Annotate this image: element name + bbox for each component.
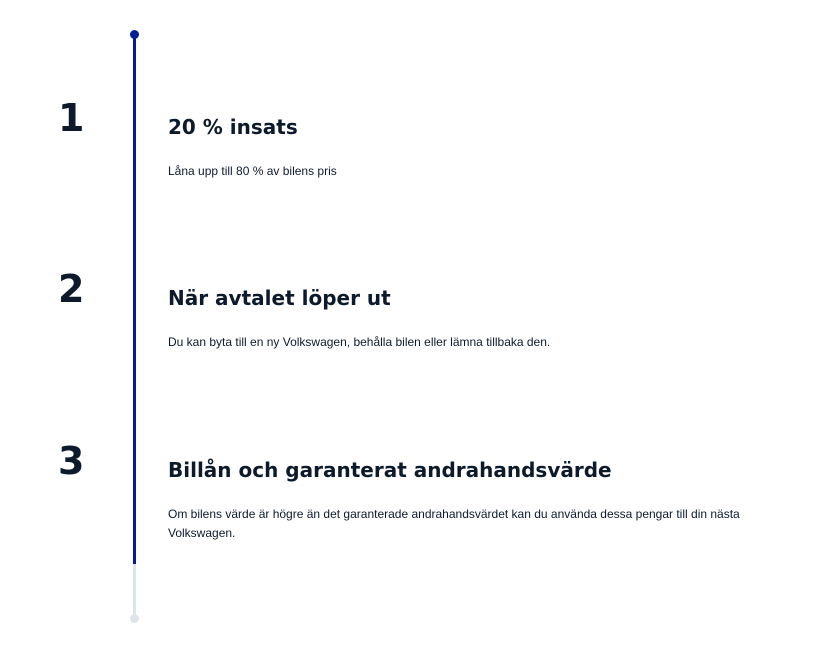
step-number: 3: [58, 439, 85, 483]
timeline-start-dot: [130, 30, 139, 39]
step-description: Låna upp till 80 % av bilens pris: [168, 164, 337, 178]
step-title: 20 % insats: [168, 115, 298, 139]
timeline-end-dot: [130, 614, 139, 623]
timeline-remaining-line: [133, 564, 136, 618]
step-title: När avtalet löper ut: [168, 286, 391, 310]
step-title: Billån och garanterat andrahandsvärde: [168, 458, 612, 482]
step-number: 2: [58, 267, 85, 311]
timeline-progress-line: [133, 34, 136, 564]
step-description: Du kan byta till en ny Volkswagen, behålla bilen eller lämna tillbaka den.: [168, 335, 551, 349]
step-description: Om bilens värde är högre än det garanterade andrahandsvärdet kan du använda dessa pengar till din nästa Volkswagen.: [168, 507, 740, 540]
step-number: 1: [58, 96, 85, 140]
